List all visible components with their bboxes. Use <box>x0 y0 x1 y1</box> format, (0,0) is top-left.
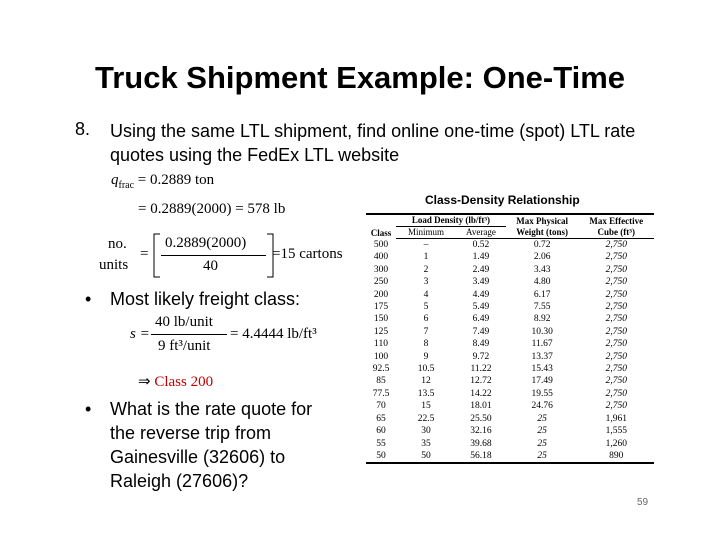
table-cell: 2,750 <box>605 314 627 325</box>
table-cell: 24.76 <box>531 401 553 412</box>
table-cell: 5 <box>423 302 429 313</box>
bullet-line: Raleigh (27606)? <box>110 471 249 491</box>
table-cell: 7.49 <box>472 326 490 337</box>
table-cell: 6.17 <box>533 289 551 300</box>
q-variable: q <box>111 172 119 188</box>
table-cell: 7 <box>423 326 429 337</box>
table-row <box>366 239 654 252</box>
table-cell: 0.52 <box>472 240 490 250</box>
col-group-load-density: Load Density (lb/ft³) <box>396 214 506 227</box>
units-fraction-bar <box>161 255 266 256</box>
table-cell: 15.43 <box>531 364 553 375</box>
table-cell: 10.5 <box>417 364 435 375</box>
table-cell: 65 <box>376 413 386 424</box>
bullet-dot: • <box>85 399 92 419</box>
table-row <box>366 438 654 450</box>
item-text: Using the same LTL shipment, find online one-time (spot) LTL rate quotes using the FedEx LTL website <box>110 121 636 165</box>
table-cell: 175 <box>373 302 389 313</box>
col-max-effective: Max Effective <box>579 214 655 227</box>
table-cell: 8.49 <box>472 339 490 350</box>
bullet-line: Gainesville (32606) to <box>110 447 286 467</box>
table-cell: 3.43 <box>533 264 551 275</box>
table-row <box>366 400 654 412</box>
table-cell: 890 <box>579 450 655 463</box>
table-cell: 10.30 <box>531 326 553 337</box>
table-cell: 1 <box>423 252 429 263</box>
table-cell: 9 <box>423 351 429 362</box>
page-number: 59 <box>637 497 649 508</box>
table-cell: 25 <box>537 426 547 437</box>
units-label-top: no. <box>108 236 127 252</box>
table-cell: 50 <box>366 450 396 463</box>
table-cell: 9.72 <box>472 351 490 362</box>
table-cell: 400 <box>373 252 389 263</box>
table-cell: 1,555 <box>605 426 627 437</box>
table-cell: 14.22 <box>470 388 492 399</box>
table-cell: 13.5 <box>417 388 435 399</box>
q-frac-value: = 0.2889 ton <box>137 172 215 188</box>
table-cell: 19.55 <box>531 388 553 399</box>
table-cell: 60 <box>376 426 386 437</box>
table-cell: 22.5 <box>417 413 435 424</box>
table-row <box>366 276 654 288</box>
table-cell: 35 <box>421 438 431 449</box>
table-cell: 17.49 <box>531 376 553 387</box>
table-cell: 150 <box>373 314 389 325</box>
table-row <box>366 313 654 325</box>
table-cell: 2,750 <box>605 277 627 288</box>
table-cell: – <box>423 240 429 250</box>
table-row <box>366 413 654 425</box>
table-cell: 6.49 <box>472 314 490 325</box>
table-cell: 125 <box>373 326 389 337</box>
table-row <box>366 326 654 338</box>
units-numerator: 0.2889(2000) <box>165 235 247 251</box>
col-minimum: Minimum <box>396 227 456 239</box>
table-cell: 7.55 <box>533 302 551 313</box>
table-cell: 2,750 <box>605 339 627 350</box>
slide-title: Truck Shipment Example: One-Time <box>94 60 625 95</box>
table-cell: 15 <box>421 401 431 412</box>
table-row <box>366 363 654 375</box>
table-cell: 12 <box>421 376 431 387</box>
table-caption: Class-Density Relationship <box>425 193 580 207</box>
table-cell: 30 <box>421 426 431 437</box>
q-frac-equation <box>111 172 214 191</box>
table-cell: 8.92 <box>533 314 551 325</box>
table-cell: 39.68 <box>470 438 492 449</box>
table-cell: 1.49 <box>472 252 490 263</box>
table-cell: 2,750 <box>605 326 627 337</box>
table-cell: 2,750 <box>605 240 627 250</box>
implies-arrow: ⇒ <box>138 374 151 390</box>
table-cell: 250 <box>373 277 389 288</box>
table-cell: 12.72 <box>470 376 492 387</box>
density-denominator: 9 ft³/unit <box>158 338 211 354</box>
table-row <box>366 338 654 350</box>
table-cell: 3 <box>423 277 429 288</box>
table-cell: 0.72 <box>533 240 551 250</box>
bullet-text: Most likely freight class: <box>110 289 301 309</box>
table-cell: 2,750 <box>605 364 627 375</box>
item-number: 8. <box>75 119 91 139</box>
q-subscript: frac <box>118 180 135 191</box>
table-cell: 92.5 <box>372 364 390 375</box>
units-result: =15 cartons <box>272 246 343 262</box>
col-weight-tons: Weight (tons) <box>506 227 579 239</box>
bullet-line: the reverse trip from <box>110 423 272 443</box>
col-average: Average <box>456 227 506 239</box>
table-cell: 2.49 <box>472 264 490 275</box>
bullet-text <box>110 397 350 493</box>
table-cell: 85 <box>376 376 386 387</box>
table-cell: 2,750 <box>605 252 627 263</box>
table-row <box>366 375 654 387</box>
table-cell: 13.37 <box>531 351 553 362</box>
table-row <box>366 425 654 437</box>
table-cell: 6 <box>423 314 429 325</box>
table-cell: 300 <box>373 264 389 275</box>
class-density-table <box>366 213 654 464</box>
table-cell: 2,750 <box>605 401 627 412</box>
table-cell: 32.16 <box>470 426 492 437</box>
table-cell: 2.06 <box>533 252 551 263</box>
bullet-dot: • <box>85 289 92 309</box>
table-cell: 25 <box>537 438 547 449</box>
table-cell: 11.67 <box>531 339 553 350</box>
table-cell: 2,750 <box>605 376 627 387</box>
table-cell: 2,750 <box>605 351 627 362</box>
bullet-line: What is the rate quote for <box>110 399 313 419</box>
table-row <box>366 251 654 263</box>
table-cell: 70 <box>376 401 386 412</box>
weight-equation: = 0.2889(2000) = 578 lb <box>138 201 286 217</box>
table-row <box>366 289 654 301</box>
table-cell: 25 <box>537 413 547 424</box>
table-cell: 100 <box>373 351 389 362</box>
col-max-physical: Max Physical <box>506 214 579 227</box>
table-cell: 2,750 <box>605 302 627 313</box>
table-row <box>366 301 654 313</box>
table-cell: 200 <box>373 289 389 300</box>
table-row <box>366 351 654 363</box>
conclusion-text: Class 200 <box>154 374 214 390</box>
table-cell: 25 <box>506 450 579 463</box>
table-cell: 5.49 <box>472 302 490 313</box>
table-cell: 4.49 <box>472 289 490 300</box>
table-row <box>366 264 654 276</box>
col-cube-ft3: Cube (ft³) <box>579 227 655 239</box>
density-numerator: 40 lb/unit <box>155 314 213 330</box>
table-cell: 56.18 <box>456 450 506 463</box>
table-cell: 3.49 <box>472 277 490 288</box>
units-label-bottom: units <box>99 257 129 273</box>
col-class: Class <box>366 214 396 239</box>
table-cell: 1,961 <box>605 413 627 424</box>
table-cell: 55 <box>376 438 386 449</box>
density-result: = 4.4444 lb/ft³ <box>230 326 317 342</box>
table-row <box>366 388 654 400</box>
units-denominator: 40 <box>203 258 218 274</box>
table-cell: 50 <box>396 450 456 463</box>
table-cell: 11.22 <box>470 364 492 375</box>
table-cell: 4 <box>423 289 429 300</box>
table-cell: 1,260 <box>605 438 627 449</box>
table-cell: 2,750 <box>605 388 627 399</box>
table-cell: 2,750 <box>605 264 627 275</box>
units-equals: = <box>140 246 149 262</box>
table-cell: 500 <box>373 239 389 250</box>
table-cell: 25.50 <box>470 413 492 424</box>
table-cell: 18.01 <box>470 401 492 412</box>
table-cell: 77.5 <box>372 388 390 399</box>
table-cell: 2 <box>423 264 429 275</box>
table-row <box>366 450 654 463</box>
freight-class-conclusion <box>138 372 213 391</box>
density-fraction-bar <box>151 334 227 335</box>
density-lhs: s = <box>130 326 150 342</box>
table-cell: 2,750 <box>605 289 627 300</box>
table-cell: 4.80 <box>533 277 551 288</box>
table-cell: 8 <box>423 339 429 350</box>
table-cell: 110 <box>374 339 388 350</box>
